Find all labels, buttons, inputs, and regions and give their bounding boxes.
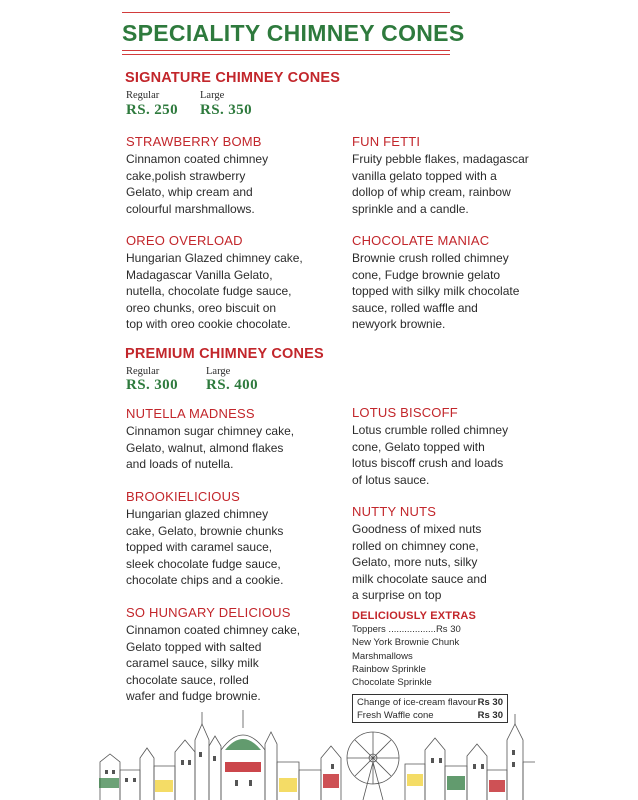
extras-title: DELICIOUSLY EXTRAS (352, 610, 477, 622)
item-name: LOTUS BISCOFF (352, 405, 458, 420)
item-description: Fruity pebble flakes, madagascar vanilla gelato topped with a dollop of whip cream, rainbow sprinkle and a candle. (352, 152, 529, 216)
signature-large-price: RS. 350 (200, 102, 252, 118)
item-name: FUN FETTI (352, 134, 421, 149)
signature-large-label: Large (200, 90, 225, 101)
menu-item (352, 133, 572, 217)
menu-item (126, 232, 341, 333)
item-description: Cinnamon coated chimney cake, Gelato topped with salted caramel sauce, silky milk chocolate sauce, rolled wafer and fudge brownie. (126, 623, 301, 704)
topper-item: New York Brownie Chunk (352, 637, 460, 649)
title-rule-bottom-1 (122, 50, 450, 51)
item-name: STRAWBERRY BOMB (126, 134, 262, 149)
item-description: Lotus crumble rolled chimney cone, Gelato topped with lotus biscoff crush and loads of lotus sauce. (352, 423, 509, 487)
menu-item (126, 488, 331, 589)
extra-label: Fresh Waffle cone (357, 710, 434, 721)
item-name: CHOCOLATE MANIAC (352, 233, 490, 248)
signature-section-title: SIGNATURE CHIMNEY CONES (125, 70, 341, 86)
item-name: NUTTY NUTS (352, 504, 437, 519)
topper-item: Rainbow Sprinkle (352, 663, 426, 675)
item-description: Hungarian glazed chimney cake, Gelato, brownie chunks topped with caramel sauce, sleek chocolate fudge sauce, chocolate chips and a cookie. (126, 507, 284, 588)
signature-regular-price: RS. 250 (126, 102, 178, 118)
menu-item (126, 604, 341, 705)
extras-section (352, 609, 512, 689)
premium-regular-price: RS. 300 (126, 377, 178, 393)
extra-price: Rs 30 (477, 710, 503, 721)
item-description: Goodness of mixed nuts rolled on chimney cone, Gelato, more nuts, silky milk chocolate sauce and a surprise on top (352, 522, 487, 603)
item-description: Hungarian Glazed chimney cake, Madagascar Vanilla Gelato, nutella, chocolate fudge sauce, oreo chunks, oreo biscuit on top with oreo cookie chocolate. (126, 251, 303, 332)
item-description: Brownie crush rolled chimney cone, Fudge brownie gelato topped with silky milk chocolate sauce, rolled waffle and newyork brownie. (352, 251, 520, 332)
signature-regular-label: Regular (126, 90, 160, 101)
premium-regular-label: Regular (126, 366, 160, 377)
menu-item (352, 404, 557, 488)
page-title: SPECIALITY CHIMNEY CONES (122, 20, 465, 46)
item-name: BROOKIELICIOUS (126, 489, 241, 504)
topper-item: Marshmallows (352, 650, 413, 662)
toppers-line: Toppers ..................Rs 30 (352, 624, 461, 635)
menu-item (352, 503, 557, 604)
title-rule-bottom-2 (122, 54, 450, 55)
item-name: SO HUNGARY DELICIOUS (126, 605, 291, 620)
city-skyline-illustration (95, 700, 535, 800)
premium-large-price: RS. 400 (206, 377, 258, 393)
extra-label: Change of ice-cream flavour (357, 697, 477, 708)
extra-price: Rs 30 (477, 697, 503, 708)
premium-large-label: Large (206, 366, 231, 377)
item-name: NUTELLA MADNESS (126, 406, 255, 421)
menu-item (126, 405, 331, 473)
menu-item (126, 133, 331, 217)
item-name: OREO OVERLOAD (126, 233, 243, 248)
item-description: Cinnamon sugar chimney cake, Gelato, walnut, almond flakes and loads of nutella. (126, 424, 295, 472)
menu-item (352, 232, 572, 333)
premium-section-title: PREMIUM CHIMNEY CONES (125, 346, 324, 362)
item-description: Cinnamon coated chimney cake,polish strawberry Gelato, whip cream and colourful marshmallows. (126, 152, 269, 216)
title-rule-top (122, 12, 450, 13)
topper-item: Chocolate Sprinkle (352, 677, 432, 689)
